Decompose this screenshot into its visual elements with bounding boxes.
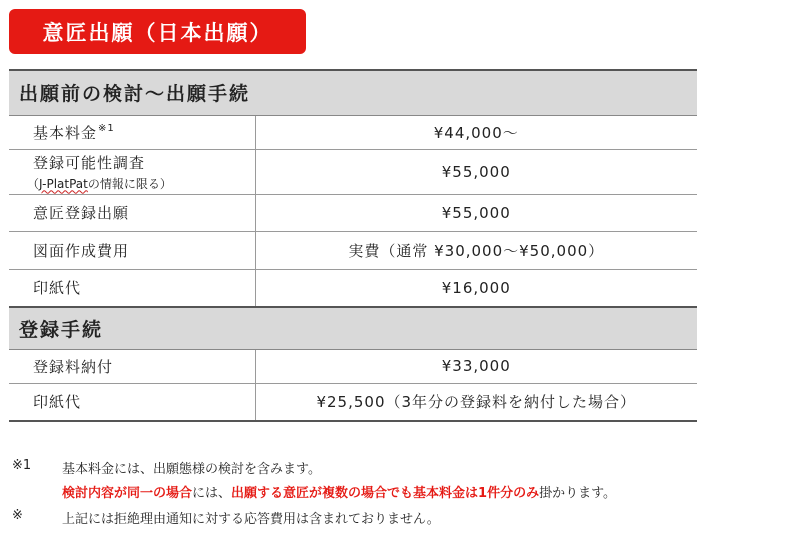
table-row — [9, 149, 697, 194]
section-header-pre-filing: 出願前の検討〜出願手続 — [9, 70, 697, 115]
row-label-registration-fee: 登録料納付 — [9, 349, 255, 383]
table-row — [9, 349, 697, 383]
section-header-row — [9, 307, 697, 349]
footnote-1-continued — [0, 482, 804, 500]
row-value-drawing: 実費（通常 ¥30,000〜¥50,000） — [255, 231, 697, 269]
row-label-subnote — [27, 175, 255, 192]
footnote-connector: には、 — [192, 486, 232, 501]
footnote-2-text: 上記には拒絶理由通知に対する応答費用は含まれておりません。 — [62, 512, 440, 527]
row-label-text: 基本料金 — [33, 123, 98, 142]
section-header-row — [9, 70, 697, 115]
fee-table — [9, 69, 697, 422]
row-label-stamp: 印紙代 — [9, 269, 255, 307]
table-row — [9, 115, 697, 149]
row-value-stamp-registration: ¥25,500（3年分の登録料を納付した場合） — [255, 383, 697, 421]
row-label-basic-fee — [9, 115, 255, 149]
row-label-stamp-registration: 印紙代 — [9, 383, 255, 421]
footnote-1-text: 基本料金には、出願態様の検討を含みます。 — [62, 462, 321, 477]
footnote-2 — [0, 508, 804, 526]
table-row — [9, 383, 697, 421]
jplatpat-link: J-PlatPat — [39, 176, 88, 191]
footnote-marker: ※1 — [98, 122, 115, 134]
footnote-highlight-single-fee: 出願する意匠が複数の場合でも基本料金は1件分のみ — [231, 486, 540, 501]
subnote-suffix: の情報に限る） — [87, 176, 172, 191]
row-value-registration-fee: ¥33,000 — [255, 349, 697, 383]
row-value-basic-fee: ¥44,000〜 — [255, 115, 697, 149]
footnote-1-mark: ※1 — [12, 458, 32, 473]
footnote-1-detail — [62, 482, 616, 501]
section-header-registration: 登録手続 — [9, 307, 697, 349]
row-value-application: ¥55,000 — [255, 194, 697, 231]
page-title: 意匠出願（日本出願） — [9, 9, 306, 54]
footnote-ending: 掛かります。 — [539, 486, 617, 501]
table-row — [9, 194, 697, 231]
table-row — [9, 231, 697, 269]
subnote-prefix: （ — [27, 176, 40, 191]
row-value-search: ¥55,000 — [255, 149, 697, 194]
table-row — [9, 269, 697, 307]
footnote-2-mark: ※ — [12, 508, 23, 523]
row-label-search — [9, 149, 255, 194]
footnote-highlight-same-review: 検討内容が同一の場合 — [62, 486, 193, 501]
row-value-stamp: ¥16,000 — [255, 269, 697, 307]
footnote-1 — [0, 458, 804, 476]
row-label-application: 意匠登録出願 — [9, 194, 255, 231]
row-label-text: 登録可能性調査 — [33, 153, 146, 172]
row-label-drawing: 図面作成費用 — [9, 231, 255, 269]
